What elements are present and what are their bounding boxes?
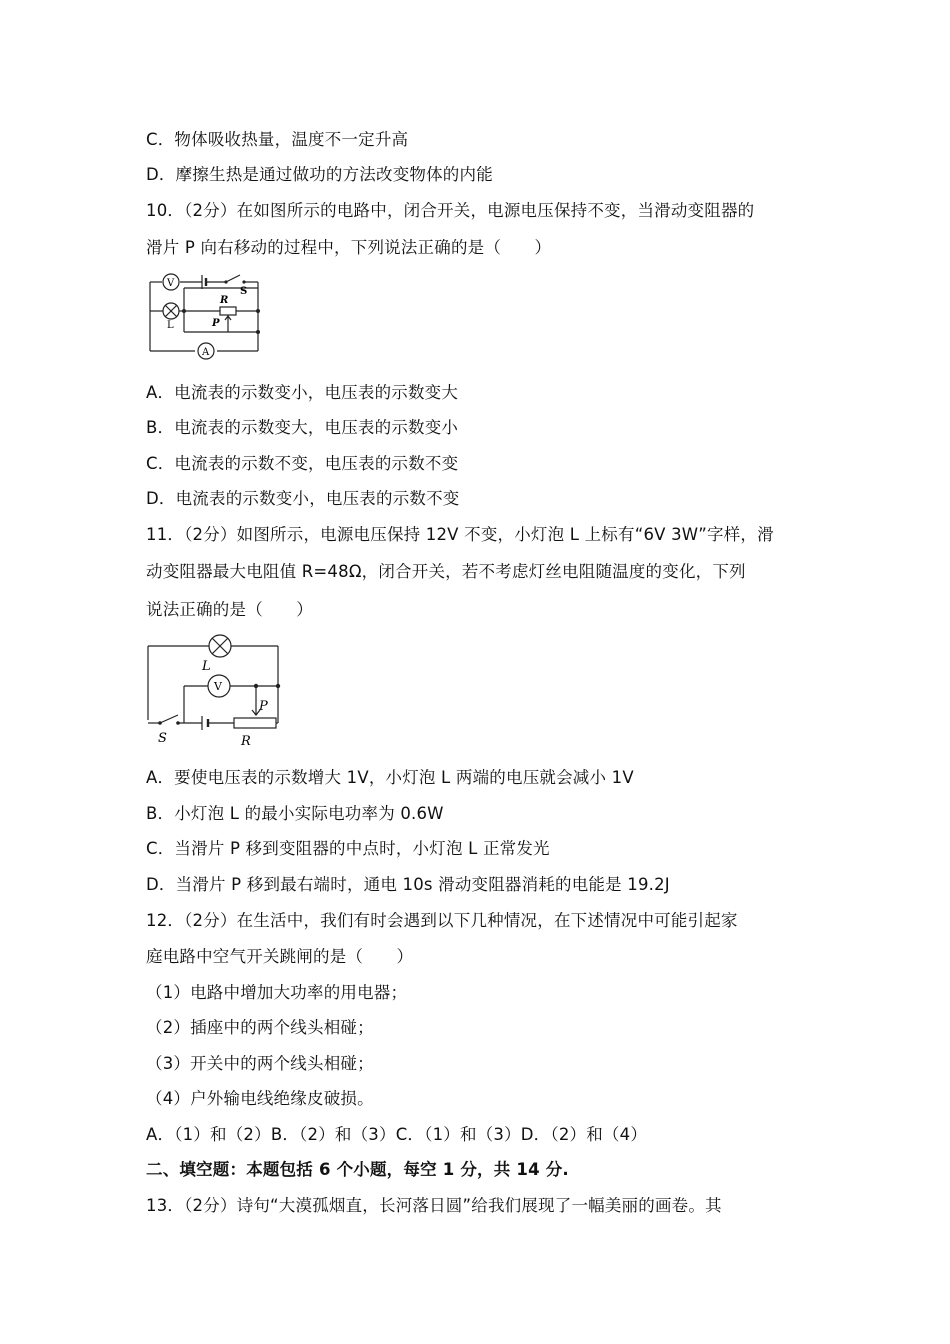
q10-switch-label: S (240, 286, 248, 297)
q13-stem-line1: 13．（2分）诗句“大漠孤烟直，长河落日圆”给我们展现了一幅美丽的画卷。其 (146, 1196, 722, 1215)
q11-stem-line2: 动变阻器最大电阻值 R=48Ω，闭合开关，若不考虑灯丝电阻随温度的变化，下列 (146, 562, 746, 581)
q12-stem-line1: 12．（2分）在生活中，我们有时会遇到以下几种情况，在下述情况中可能引起家 (146, 911, 738, 930)
section-heading: 二、填空题：本题包括 6 个小题，每空 1 分，共 14 分. (146, 1160, 569, 1179)
q12-item-4: （4）户外输电线绝缘皮破损。 (146, 1089, 374, 1108)
q11-stem-line3: 说法正确的是（ ） (146, 600, 313, 619)
q11-lamp-label: L (202, 659, 211, 674)
q10-lamp-label: L (167, 320, 174, 331)
q10-slider-label: P (212, 318, 220, 329)
q12-item-1: （1）电路中增加大功率的用电器； (146, 983, 408, 1002)
q11-option-a: A．要使电压表的示数增大 1V，小灯泡 L 两端的电压就会减小 1V (146, 768, 634, 787)
q10-option-d: D．电流表的示数变小，电压表的示数不变 (146, 489, 460, 508)
q10-voltmeter-label: V (167, 278, 175, 289)
q10-stem-line1: 10．（2分）在如图所示的电路中，闭合开关，电源电压保持不变，当滑动变阻器的 (146, 201, 755, 220)
q9-option-c: C．物体吸收热量，温度不一定升高 (146, 130, 409, 149)
q11-circuit-diagram (138, 630, 288, 752)
q11-slider-label: P (259, 699, 268, 714)
q11-option-d: D．当滑片 P 移到最右端时，通电 10s 滑动变阻器消耗的电能是 19.2J (146, 875, 670, 894)
q11-resistor-label: R (241, 734, 251, 749)
q11-switch-label: S (158, 731, 167, 746)
q10-ammeter-label: A (202, 347, 210, 358)
q10-option-c: C．电流表的示数不变，电压表的示数不变 (146, 454, 459, 473)
q11-voltmeter-label: V (214, 680, 222, 693)
q10-resistor-label: R (220, 295, 229, 306)
q12-item-3: （3）开关中的两个线头相碰； (146, 1054, 374, 1073)
q12-item-2: （2）插座中的两个线头相碰； (146, 1018, 374, 1037)
q11-option-b: B．小灯泡 L 的最小实际电功率为 0.6W (146, 804, 444, 823)
q12-stem-line2: 庭电路中空气开关跳闸的是（ ） (146, 947, 414, 966)
q10-circuit-diagram (140, 268, 270, 360)
q12-options: A．（1）和（2）B．（2）和（3）C．（1）和（3）D．（2）和（4） (146, 1125, 648, 1144)
q10-stem-line2: 滑片 P 向右移动的过程中，下列说法正确的是（ ） (146, 238, 552, 257)
q11-stem-line1: 11．（2分）如图所示，电源电压保持 12V 不变，小灯泡 L 上标有“6V 3W”字样，滑 (146, 525, 774, 544)
q9-option-d: D．摩擦生热是通过做功的方法改变物体的内能 (146, 165, 493, 184)
q10-option-b: B．电流表的示数变大，电压表的示数变小 (146, 418, 459, 437)
q11-option-c: C．当滑片 P 移到变阻器的中点时，小灯泡 L 正常发光 (146, 839, 550, 858)
q10-option-a: A．电流表的示数变小，电压表的示数变大 (146, 383, 459, 402)
